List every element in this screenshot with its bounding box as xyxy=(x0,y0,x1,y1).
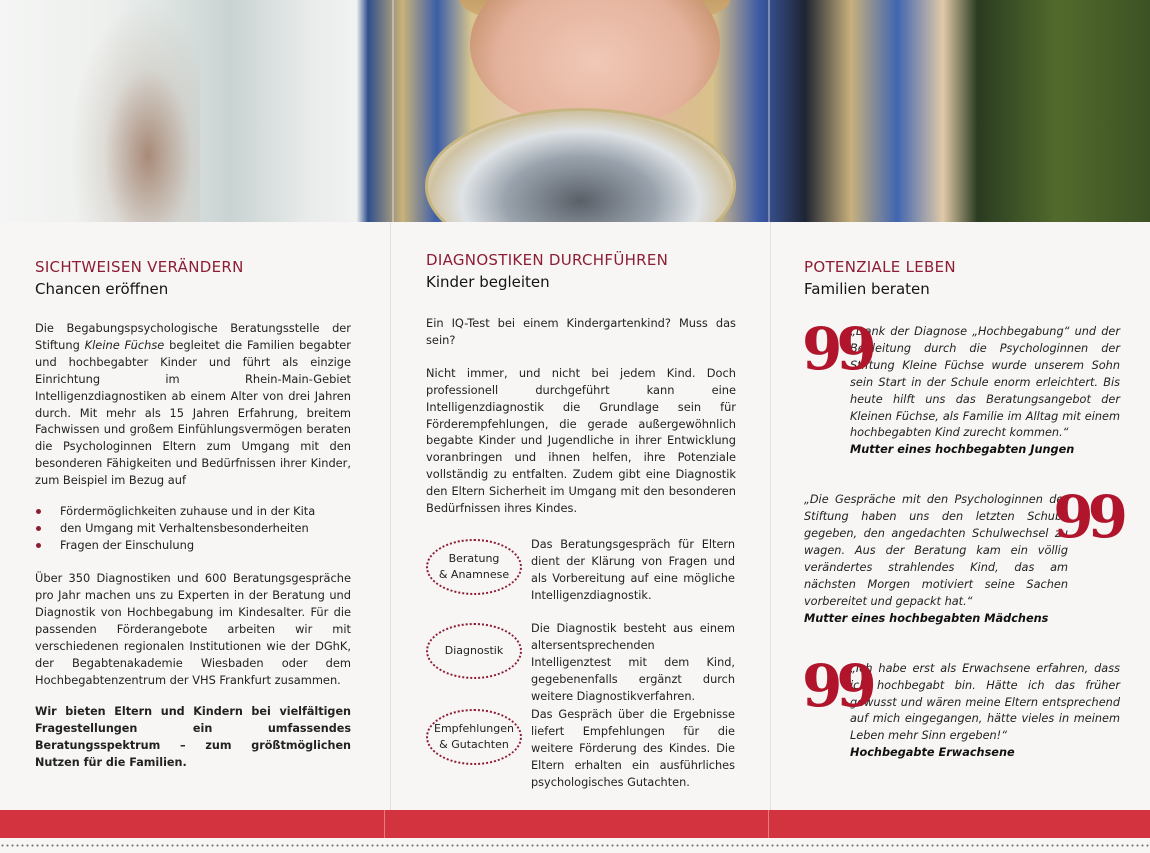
bullet-icon xyxy=(36,543,41,548)
panel-potenziale xyxy=(804,258,1120,759)
testimonial-author: Hochbegabte Erwachsene xyxy=(850,746,1015,760)
panel-fold xyxy=(390,222,391,812)
header-photo xyxy=(0,0,1150,222)
bullet-icon xyxy=(36,526,41,531)
panel-diagnostiken xyxy=(426,251,736,797)
step-description: Das Gespräch über die Ergebnisse liefert Empfehlungen für die weitere Förderung des Kindes. Die Eltern erhalten ein ausführliches psychologisches Gutachten. xyxy=(531,707,735,789)
footer-red-band xyxy=(0,810,1150,838)
testimonial-author: Mutter eines hochbegabten Jungen xyxy=(850,443,1075,457)
section-kicker: POTENZIALE LEBEN xyxy=(804,258,956,276)
panel-fold xyxy=(770,222,771,812)
bullet-icon xyxy=(36,509,41,514)
list-item xyxy=(35,503,351,520)
experience-paragraph: Über 350 Diagnostiken und 600 Beratungsgespräche pro Jahr machen uns zu Experten in der Beratung und Diagnostik von Hochbegabung im Kindesalter. Für die passenden Förderangebote arbeiten wir mit verschiedenen regionalen Institutionen wie der DGhK, der Begabtenakademie Wiesbaden oder dem Hochbegabtenzentrum der VHS Frankfurt zusammen. xyxy=(35,571,351,687)
testimonial-text: „Ich habe erst als Erwachsene erfahren, dass ich hochbegabt bin. Hätte ich das früher gewusst und wären meine Eltern entsprechend auf mich eingegangen, hätte vieles in meinem Leben mehr Sinn ergeben!“ xyxy=(850,661,1120,743)
testimonial xyxy=(802,651,1120,760)
list-item xyxy=(35,537,351,554)
section-kicker: SICHTWEISEN VERÄNDERN xyxy=(35,258,244,276)
background-blur xyxy=(70,0,200,222)
step-label: Diagnostik xyxy=(444,643,504,657)
step-label: Beratung xyxy=(448,551,500,565)
list-item-text: Fragen der Einschulung xyxy=(60,538,195,553)
step-label: Empfehlungen xyxy=(434,721,514,735)
list-item-text: Fördermöglichkeiten zuhause und in der Kita xyxy=(60,504,316,519)
closing-paragraph: Wir bieten Eltern und Kindern bei vielfältigen Fragestellungen ein umfassendes Beratungsspektrum – zum größtmöglichen Nutzen für die Familien. xyxy=(35,705,351,770)
list-item xyxy=(35,520,351,537)
step-description: Die Diagnostik besteht aus einem altersentsprechenden Intelligenztest mit dem Kind, gegebenenfalls ergänzt durch weitere Diagnostikverfahren. xyxy=(531,621,735,703)
photo-fold-line xyxy=(768,0,770,222)
quote-mark-icon: 99 xyxy=(802,315,871,383)
intro-paragraph xyxy=(35,320,351,489)
section-subhead: Kinder begleiten xyxy=(426,273,550,291)
testimonial xyxy=(804,483,1122,625)
quote-mark-icon: 99 xyxy=(802,651,871,720)
band-fold xyxy=(768,810,769,838)
section-subhead: Familien beraten xyxy=(804,280,930,298)
step-badge xyxy=(426,623,522,679)
band-fold xyxy=(384,810,385,838)
intro-text-b: begleitet die Familien begabter und hochbegabter Kinder und führt als einzige Einrichtung im Rhein-Main-Gebiet Intelligenzdiagnostiken ab einem Alter von drei Jahren durch. Mit mehr als 15 Jahren Erfahrung, breitem Fachwissen und großem Einfühlungsvermögen beraten die Psychologinnen Eltern zum Umgang mit den besonderen Fähigkeiten und Bedürfnissen ihrer Kinder, zum Beispiel im Bezug auf xyxy=(35,337,351,488)
foundation-name: Kleine Füchse xyxy=(84,337,165,352)
testimonial-author: Mutter eines hochbegabten Mädchens xyxy=(804,611,1049,625)
process-step-diagnostik xyxy=(426,621,736,701)
testimonial xyxy=(802,315,1120,457)
process-step-beratung xyxy=(426,537,736,609)
step-label: & Anamnese xyxy=(438,567,510,581)
section-subhead: Chancen eröffnen xyxy=(35,280,169,298)
section-kicker: DIAGNOSTIKEN DURCHFÜHREN xyxy=(426,251,669,269)
step-badge xyxy=(426,709,522,765)
topic-list xyxy=(35,503,351,554)
photo-fold-line xyxy=(392,0,394,222)
panel-sichtweisen xyxy=(35,258,351,772)
step-description: Das Beratungsgespräch für Eltern dient der Klärung von Fragen und als Vorbereitung auf eine mögliche Intelligenzdiagnostik. xyxy=(531,537,735,602)
process-step-empfehlungen xyxy=(426,707,736,797)
testimonial-text: „Dank der Diagnose „Hochbegabung“ und der Begleitung durch die Psychologinnen der Stiftung Kleine Füchse wurde unserem Sohn sein Start in der Schule enorm erleichtert. Bis heute hilft uns das Beratungsangebot der Kleinen Füchse, als Familie im Alltag mit einem hochbegabten Kind zurecht kommen.“ xyxy=(850,325,1120,440)
magnifying-glass-icon xyxy=(425,108,736,222)
step-badge xyxy=(426,539,522,595)
quote-mark-icon: 99 xyxy=(1053,483,1122,552)
testimonial-text: „Die Gespräche mit den Psychologinnen der Stiftung haben uns den letzten Schubs gegeben, den angedachten Schulwechsel zu wagen. Aus der Beratung kam ein völlig verändertes strahlendes Kind, das am nächsten Morgen motiviert seine Sachen vorbereitet und gepackt hat.“ xyxy=(804,493,1068,608)
intro-text-a: Die Begabungspsychologische Beratungsstelle der Stiftung xyxy=(35,321,351,352)
intro-question: Ein IQ-Test bei einem Kindergartenkind? Muss das sein? xyxy=(426,316,736,347)
step-label: & Gutachten xyxy=(439,737,509,751)
diagnostics-paragraph: Nicht immer, und nicht bei jedem Kind. Doch professionell durchgeführt kann eine Intelligenzdiagnostik die Grundlage sein für Förderempfehlungen, die gerade außergewöhnlich begabte Kinder und Jugendliche in ihrer Entwicklung voranbringen und ihnen helfen, ihre Potenziale vollständig zu entfalten. Zudem gibt eine Diagnostik den Eltern Sicherheit im Umgang mit den besonderen Bedürfnissen ihres Kindes. xyxy=(426,365,736,516)
perforation-line xyxy=(0,844,1150,847)
list-item-text: den Umgang mit Verhaltensbesonderheiten xyxy=(60,521,309,536)
